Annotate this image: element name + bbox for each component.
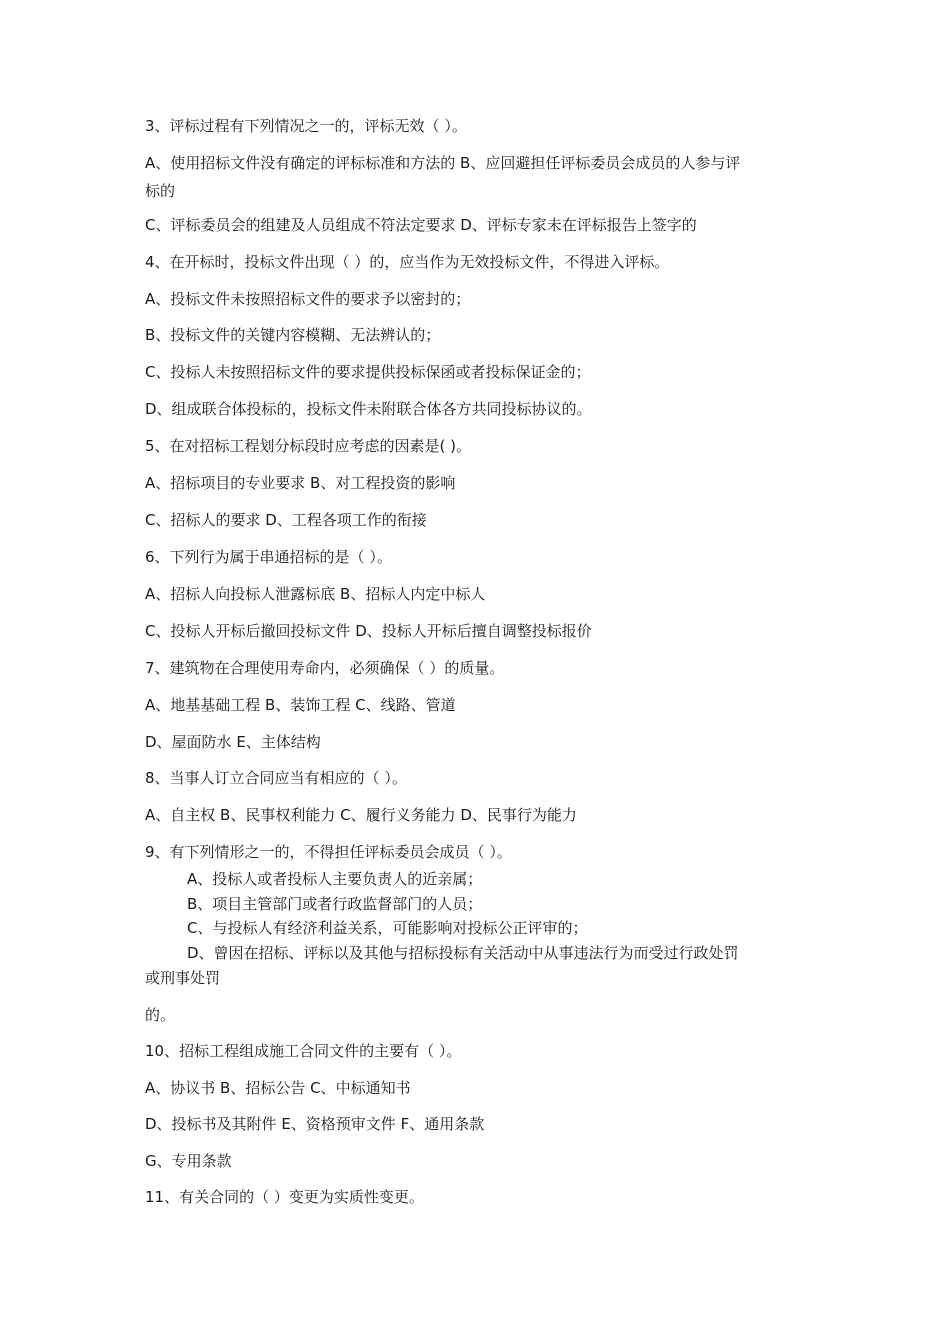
question-11: 11、有关合同的（ ）变更为实质性变更。 <box>145 1188 424 1206</box>
q7-option-de: D、屋面防水 E、主体结构 <box>145 733 321 751</box>
q6-option-ab: A、招标人向投标人泄露标底 B、招标人内定中标人 <box>145 585 486 603</box>
q10-option-abc: A、协议书 B、招标公告 C、中标通知书 <box>145 1079 411 1097</box>
q9-option-d-cont: 或刑事处罚 <box>145 969 221 987</box>
question-7: 7、建筑物在合理使用寿命内，必须确保（ ）的质量。 <box>145 659 505 677</box>
q9-option-b: B、项目主管部门或者行政监督部门的人员； <box>187 895 483 913</box>
q4-option-d: D、组成联合体投标的，投标文件未附联合体各方共同投标协议的。 <box>145 400 592 418</box>
q10-option-g: G、专用条款 <box>145 1152 232 1170</box>
q9-option-d: D、曾因在招标、评标以及其他与招标投标有关活动中从事违法行为而受过行政处罚 <box>187 944 739 962</box>
q9-option-d-end: 的。 <box>145 1006 176 1024</box>
q9-option-a: A、投标人或者投标人主要负责人的近亲属； <box>187 870 483 888</box>
question-9: 9、有下列情形之一的，不得担任评标委员会成员（ ）。 <box>145 843 512 861</box>
q5-option-ab: A、招标项目的专业要求 B、对工程投资的影响 <box>145 474 456 492</box>
q4-option-b: B、投标文件的关键内容模糊、无法辨认的； <box>145 326 441 344</box>
q5-option-cd: C、招标人的要求 D、工程各项工作的衔接 <box>145 511 427 529</box>
q3-option-cd: C、评标委员会的组建及人员组成不符法定要求 D、评标专家未在评标报告上签字的 <box>145 216 697 234</box>
q4-option-a: A、投标文件未按照招标文件的要求予以密封的； <box>145 290 471 308</box>
q3-option-b-cont: 标的 <box>145 182 176 200</box>
question-10: 10、招标工程组成施工合同文件的主要有（ ）。 <box>145 1042 462 1060</box>
q7-option-abc: A、地基基础工程 B、装饰工程 C、线路、管道 <box>145 696 456 714</box>
q10-option-def: D、投标书及其附件 E、资格预审文件 F、通用条款 <box>145 1115 485 1133</box>
question-6: 6、下列行为属于串通招标的是（ ）。 <box>145 548 392 566</box>
question-3: 3、评标过程有下列情况之一的，评标无效（ ）。 <box>145 117 467 135</box>
q6-option-cd: C、投标人开标后撤回投标文件 D、投标人开标后擅自调整投标报价 <box>145 622 592 640</box>
question-5: 5、在对招标工程划分标段时应考虑的因素是( )。 <box>145 437 472 455</box>
q3-option-ab: A、使用招标文件没有确定的评标标准和方法的 B、应回避担任评标委员会成员的人参与评 <box>145 154 741 172</box>
q9-option-c: C、与投标人有经济利益关系，可能影响对投标公正评审的； <box>187 919 588 937</box>
q8-options: A、自主权 B、民事权利能力 C、履行义务能力 D、民事行为能力 <box>145 806 577 824</box>
question-8: 8、当事人订立合同应当有相应的（ ）。 <box>145 769 407 787</box>
question-4: 4、在开标时，投标文件出现（ ）的，应当作为无效投标文件，不得进入评标。 <box>145 253 670 271</box>
q4-option-c: C、投标人未按照招标文件的要求提供投标保函或者投标保证金的； <box>145 363 591 381</box>
